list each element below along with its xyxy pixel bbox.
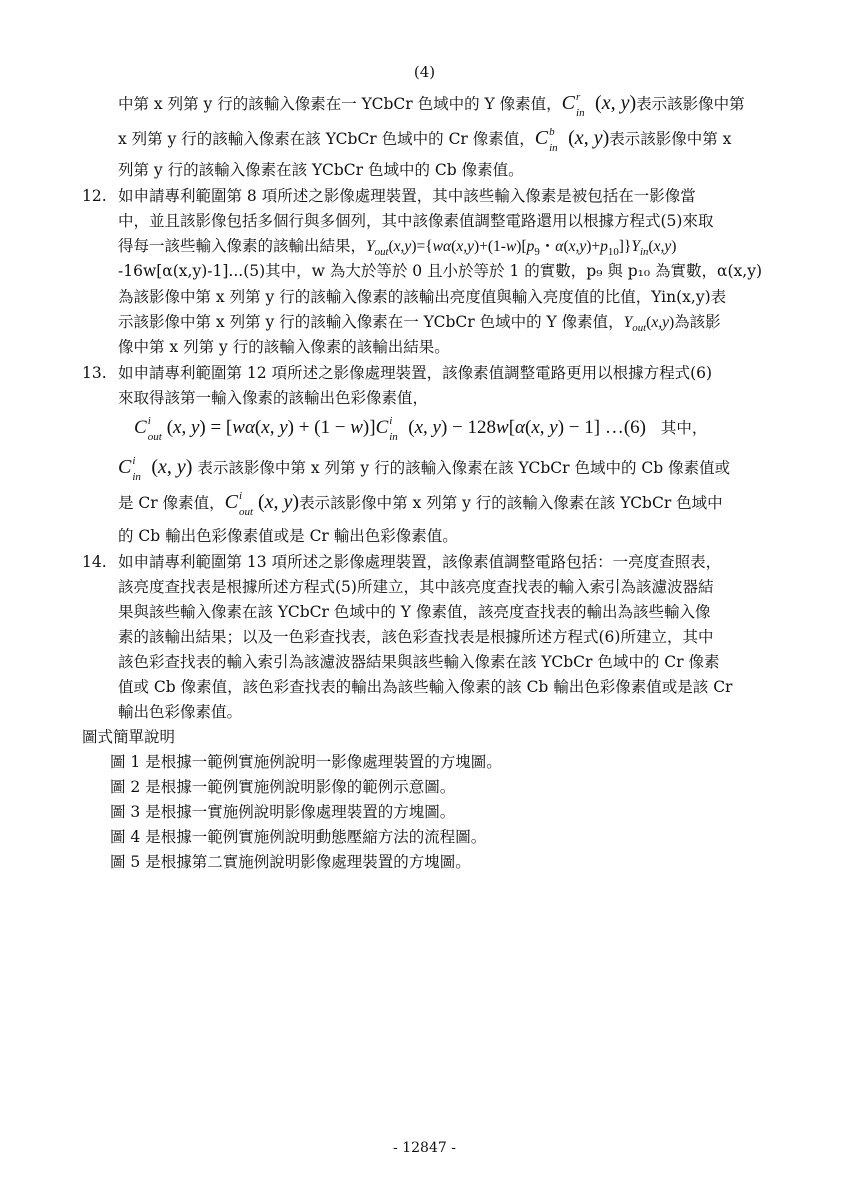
figures-heading: 圖式簡單說明: [82, 728, 176, 746]
formula-c-out-i: C i out (x, y): [224, 490, 300, 518]
intro-line-3: 列第 y 行的該輸入像素在該 YCbCr 色域中的 Cb 像素值。: [118, 161, 524, 179]
claim-12-line-6: [118, 312, 721, 333]
intro-line-2: [118, 126, 732, 154]
intro-line-2-text-b: 表示該影像中第 x: [609, 130, 732, 148]
claim-14-line-2: 該亮度查找表是根據所述方程式(5)所建立，其中該亮度查找表的輸入索引為該濾波器結: [118, 578, 714, 596]
claim-13-line-1: 如申請專利範圍第 12 項所述之影像處理裝置，該像素值調整電路更用以根據方程式(6): [118, 364, 713, 382]
claim-14-line-7: 輸出色彩像素值。: [118, 703, 243, 721]
figure-item-5: 圖 5 是根據第二實施例說明影像處理裝置的方塊圖。: [110, 853, 471, 871]
claim-14-number: 14.: [82, 553, 107, 571]
formula-eq6: C i out (x, y) = [wα(x, y) + (1 − w)]C i in (x, y) − 128w[α(x, y) − 1] …(6): [134, 415, 646, 443]
claim-12-line-6-text-b: 為該影: [674, 313, 721, 331]
intro-line-1-text-a: 中第 x 列第 y 行的該輸入像素在一 YCbCr 色域中的 Y 像素值，: [118, 95, 562, 113]
claim-13-line-2: 來取得該第一輸入像素的該輸出色彩像素值，: [118, 389, 429, 407]
figure-item-2: 圖 2 是根據一範例實施例說明影像的範例示意圖。: [110, 778, 456, 796]
formula-c-in-b: C b in (x, y): [534, 126, 610, 154]
claim-14-line-6: 值或 Cb 像素值，該色彩查找表的輸出為該些輸入像素的該 Cb 輸出色彩像素值或是該 Cr: [118, 678, 733, 696]
claim-12-number: 12.: [82, 187, 107, 205]
intro-line-1-text-b: 表示該影像中第: [636, 95, 745, 113]
claim-12-line-7: 像中第 x 列第 y 行的該輸入像素的該輸出結果。: [118, 338, 450, 356]
intro-line-2-text-a: x 列第 y 行的該輸入像素在該 YCbCr 色域中的 Cr 像素值，: [118, 130, 535, 148]
figure-item-3: 圖 3 是根據一實施例說明影像處理裝置的方塊圖。: [110, 803, 456, 821]
page-number-footer: - 12847 -: [393, 1140, 456, 1156]
figure-item-4: 圖 4 是根據一範例實施例說明動態壓縮方法的流程圖。: [110, 828, 487, 846]
intro-line-1: [118, 91, 745, 119]
page-number-top: (4): [413, 63, 436, 81]
claim-13-equation-tail: 其中，: [660, 419, 708, 437]
claim-13-line-6: 的 Cb 輸出色彩像素值或是 Cr 輸出色彩像素值。: [118, 527, 458, 545]
claim-12-line-2: 中，並且該影像包括多個行與多個列，其中該像素值調整電路還用以根據方程式(5)來取: [118, 212, 714, 230]
claim-13-line-5-text-b: 表示該影像中第 x 列第 y 行的該輸入像素在該 YCbCr 色域中: [299, 494, 723, 512]
claim-13-line-5: [118, 490, 723, 518]
formula-c-in-i: C i in (x, y): [118, 455, 193, 483]
claim-14-line-1: 如申請專利範圍第 13 項所述之影像處理裝置，該像素值調整電路包括：一亮度查照表，: [118, 553, 722, 571]
formula-yout-short: $Y_{out}(x,y)$: [623, 314, 675, 335]
claim-12-line-3-text: 得每一該些輸入像素的該輸出結果，: [118, 237, 367, 255]
formula-c-in-r: C r in (x, y): [561, 91, 637, 119]
formula-yout-eq5: $Y_{out}(x,y)=\{w\alpha(x,y)+(1-w)[p_9$・$\alpha(x,y)+p_{10}]\}Y_{in}(x,y)$: [366, 238, 677, 259]
claim-12-line-5: 為該影像中第 x 列第 y 行的該輸入像素的該輸出亮度值與輸入亮度值的比值，Yin(x,y)表: [118, 288, 727, 306]
claim-13-number: 13.: [82, 364, 107, 382]
claim-12-line-4: -16w[α(x,y)-1]...(5)其中，w 為大於等於 0 且小於等於 1 的實數，p₉ 與 p₁₀ 為實數，α(x,y): [118, 262, 763, 280]
claim-12-line-6-text-a: 示該影像中第 x 列第 y 行的該輸入像素在一 YCbCr 色域中的 Y 像素值，: [118, 313, 624, 331]
figure-item-1: 圖 1 是根據一範例實施例說明一影像處理裝置的方塊圖。: [110, 753, 502, 771]
claim-13-line-4-text: 表示該影像中第 x 列第 y 行的該輸入像素在該 YCbCr 色域中的 Cb 像素值或: [197, 459, 731, 477]
claim-14-line-4: 素的該輸出結果；以及一色彩查找表，該色彩查找表是根據所述方程式(6)所建立，其中: [118, 628, 714, 646]
claim-13-line-4: [118, 455, 731, 483]
claim-13-line-5-text-a: 是 Cr 像素值，: [118, 494, 225, 512]
claim-14-line-3: 果與該些輸入像素在該 YCbCr 色域中的 Y 像素值，該亮度查找表的輸出為該些輸入像: [118, 603, 711, 621]
claim-13-equation-6: [134, 415, 708, 443]
claim-14-line-5: 該色彩查找表的輸入索引為該濾波器結果與該些輸入像素在該 YCbCr 色域中的 Cr 像素: [118, 653, 720, 671]
claim-12-line-1: 如申請專利範圍第 8 項所述之影像處理裝置，其中該些輸入像素是被包括在一影像當: [118, 187, 696, 205]
claim-12-line-3: [118, 236, 676, 257]
